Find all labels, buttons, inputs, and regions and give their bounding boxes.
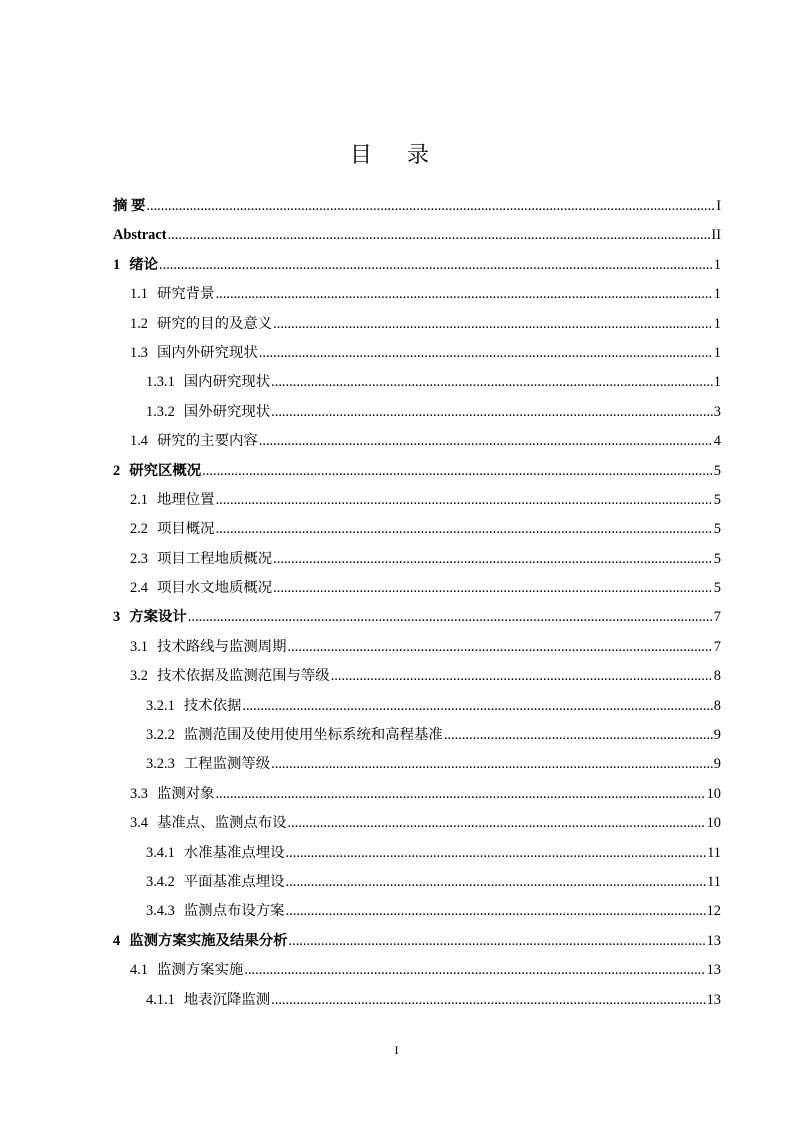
toc-entry-label: 基准点、监测点布设 [157, 815, 287, 832]
dot-leader [271, 368, 713, 397]
dot-leader [288, 809, 706, 838]
toc-entry-number: 4.1.1 [146, 991, 175, 1008]
toc-entry-page: 9 [713, 727, 721, 744]
toc-entry[interactable] [113, 574, 721, 603]
toc-entry[interactable] [113, 310, 721, 339]
toc-entry-page: 3 [713, 403, 721, 420]
toc-entry-number: 1.3.2 [146, 403, 175, 420]
toc-entry-page: 4 [713, 433, 721, 450]
toc-entry-page: 5 [713, 491, 721, 508]
dot-leader [159, 251, 713, 280]
toc-entry-label: Abstract [113, 227, 167, 244]
toc-entry[interactable] [113, 221, 721, 250]
toc-entry-label: 国内外研究现状 [157, 344, 258, 361]
toc-entry-number: 3 [113, 609, 121, 626]
dot-leader [271, 986, 705, 1015]
toc-entry-label: 项目工程地质概况 [157, 550, 273, 567]
toc-entry-label: 研究的目的及意义 [157, 315, 273, 332]
dot-leader [444, 721, 713, 750]
table-of-contents [113, 192, 721, 1015]
toc-entry-number: 3.4.3 [146, 903, 175, 920]
toc-entry-page: 5 [713, 521, 721, 538]
toc-entry-label: 研究背景 [157, 286, 215, 303]
toc-entry-number: 3.4.2 [146, 873, 175, 890]
toc-entry-page: 5 [713, 580, 721, 597]
dot-leader [271, 750, 713, 779]
toc-entry-page: 10 [706, 815, 721, 832]
toc-entry-number: 3.2.2 [146, 727, 175, 744]
toc-entry-number: 1.3.1 [146, 374, 175, 391]
toc-entry[interactable] [113, 868, 721, 897]
dot-leader [273, 574, 713, 603]
dot-leader [259, 339, 713, 368]
toc-entry-label: 平面基准点埋设 [183, 873, 285, 890]
toc-entry-page: 1 [713, 286, 721, 303]
toc-entry-label: 技术路线与监测周期 [157, 638, 287, 655]
toc-entry-page: 1 [713, 256, 721, 273]
toc-entry-label: 监测点布设方案 [183, 903, 285, 920]
toc-entry[interactable] [113, 692, 721, 721]
toc-entry-number: 1.4 [130, 433, 148, 450]
dot-leader [216, 486, 713, 515]
toc-entry-number: 2.4 [130, 580, 148, 597]
toc-entry-number: 3.2.3 [146, 756, 175, 773]
toc-entry[interactable] [113, 545, 721, 574]
toc-entry-page: 11 [707, 844, 721, 861]
toc-entry[interactable] [113, 809, 721, 838]
dot-leader [286, 868, 707, 897]
toc-entry-page: 10 [706, 785, 721, 802]
toc-entry[interactable] [113, 251, 721, 280]
dot-leader [286, 897, 706, 926]
toc-entry-page: 12 [706, 903, 721, 920]
toc-entry-page: 9 [713, 756, 721, 773]
toc-entry-page: 13 [706, 991, 721, 1008]
toc-entry-number: 3.4 [130, 815, 148, 832]
toc-entry-number: 3.3 [130, 785, 148, 802]
toc-entry-page: II [711, 227, 721, 244]
toc-entry[interactable] [113, 750, 721, 779]
toc-entry[interactable] [113, 839, 721, 868]
toc-entry-page: 1 [713, 374, 721, 391]
toc-entry-page: 8 [713, 668, 721, 685]
toc-entry-number: 1.3 [130, 344, 148, 361]
dot-leader [288, 633, 713, 662]
toc-entry-label: 摘 要 [113, 198, 146, 214]
toc-entry-label: 技术依据及监测范围与等级 [157, 668, 330, 685]
dot-leader [244, 956, 705, 985]
dot-leader [259, 427, 713, 456]
toc-entry-page: 13 [706, 962, 721, 979]
dot-leader [216, 280, 713, 309]
toc-entry[interactable] [113, 897, 721, 926]
toc-entry-label: 地理位置 [157, 491, 215, 508]
dot-leader [271, 398, 713, 427]
toc-entry-label: 绪论 [129, 256, 158, 273]
toc-entry[interactable] [113, 280, 721, 309]
toc-entry[interactable] [113, 956, 721, 985]
toc-entry-label: 研究区概况 [129, 462, 202, 479]
page-title: 目 录 [350, 143, 443, 168]
toc-entry-label: 地表沉降监测 [183, 991, 271, 1008]
dot-leader [216, 515, 713, 544]
toc-entry[interactable] [113, 721, 721, 750]
toc-entry[interactable] [113, 515, 721, 544]
toc-entry-label: 项目概况 [157, 521, 215, 538]
toc-entry[interactable] [113, 780, 721, 809]
toc-entry[interactable] [113, 986, 721, 1015]
toc-entry-page: 7 [713, 609, 721, 626]
toc-entry[interactable] [113, 603, 721, 632]
toc-entry-label: 国内研究现状 [183, 374, 271, 391]
toc-entry-label: 监测方案实施 [157, 962, 244, 979]
toc-entry[interactable] [113, 339, 721, 368]
toc-entry-label: 技术依据 [183, 697, 242, 714]
dot-leader [202, 457, 713, 486]
toc-entry[interactable] [113, 192, 721, 221]
toc-entry-label: 监测对象 [157, 785, 215, 802]
toc-entry[interactable] [113, 486, 721, 515]
toc-entry[interactable] [113, 427, 721, 456]
toc-entry-number: 2.3 [130, 550, 148, 567]
toc-entry-label: 项目水文地质概况 [157, 580, 273, 597]
toc-entry-label: 国外研究现状 [183, 403, 271, 420]
toc-entry-number: 3.2 [130, 668, 148, 685]
dot-leader [216, 780, 706, 809]
toc-entry-number: 1 [113, 256, 121, 273]
toc-entry-page: 5 [713, 550, 721, 567]
toc-entry[interactable] [113, 457, 721, 486]
toc-entry-page: I [716, 198, 721, 214]
toc-entry-number: 2.1 [130, 491, 148, 508]
toc-entry-label: 方案设计 [129, 609, 187, 626]
toc-entry-page: 7 [713, 638, 721, 655]
toc-entry[interactable] [113, 633, 721, 662]
toc-entry-number: 3.2.1 [146, 697, 175, 714]
toc-entry-page: 8 [713, 697, 721, 714]
toc-entry[interactable] [113, 398, 721, 427]
toc-entry-page: 1 [713, 315, 721, 332]
toc-entry[interactable] [113, 662, 721, 691]
dot-leader [188, 603, 713, 632]
toc-entry-number: 3.1 [130, 638, 148, 655]
dot-leader [273, 310, 713, 339]
toc-entry[interactable] [113, 368, 721, 397]
toc-entry-label: 研究的主要内容 [157, 433, 258, 450]
toc-entry-label: 监测方案实施及结果分析 [129, 932, 288, 949]
dot-leader [331, 662, 713, 691]
dot-leader [242, 692, 712, 721]
toc-entry-number: 4.1 [130, 962, 148, 979]
toc-entry-page: 11 [707, 873, 721, 890]
toc-entry-label: 水准基准点埋设 [183, 844, 285, 861]
toc-entry[interactable] [113, 927, 721, 956]
page-number: I [394, 1043, 399, 1057]
toc-entry-number: 2.2 [130, 521, 148, 538]
dot-leader [286, 839, 707, 868]
dot-leader [273, 545, 713, 574]
toc-entry-page: 1 [713, 344, 721, 361]
toc-entry-number: 1.1 [130, 286, 148, 303]
toc-entry-label: 工程监测等级 [183, 756, 271, 773]
dot-leader [168, 221, 711, 250]
toc-entry-number: 3.4.1 [146, 844, 175, 861]
toc-entry-number: 2 [113, 462, 121, 479]
dot-leader [289, 927, 706, 956]
toc-entry-number: 1.2 [130, 315, 148, 332]
toc-entry-page: 13 [706, 932, 721, 949]
toc-entry-page: 5 [713, 462, 721, 479]
toc-entry-number: 4 [113, 932, 121, 949]
dot-leader [146, 192, 714, 221]
toc-entry-label: 监测范围及使用使用坐标系统和高程基准 [183, 727, 443, 744]
